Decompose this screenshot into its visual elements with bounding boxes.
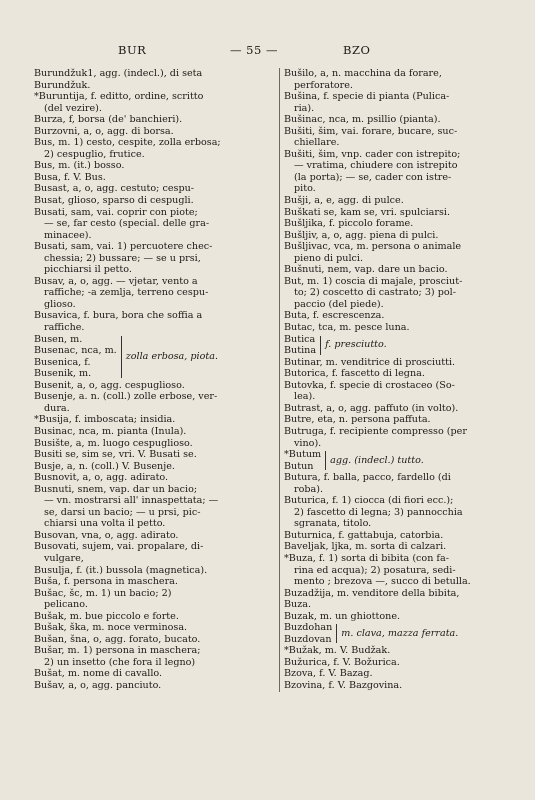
entry-line: Bušinac, nca, m. psillio (pianta).: [284, 114, 441, 126]
entry-line: 2) un insetto (che fora il legno): [44, 656, 196, 668]
entry-line: Buzdohan: [284, 622, 333, 634]
entry-line: to; 2) coscetto di castrato; 3) pol-: [294, 287, 456, 299]
brace-definition: agg. (indecl.) tutto.: [330, 454, 424, 466]
entry-line: Bušan, šna, o, agg. forato, bucato.: [34, 633, 201, 645]
entry-line: Bušiti, šim, vai. forare, bucare, suc-: [284, 125, 458, 137]
entry-line: Buta, f. escrescenza.: [284, 310, 385, 322]
page-number: — 55 —: [230, 43, 278, 57]
brace-group: [34, 334, 266, 380]
entry-line: Bušina, f. specie di pianta (Pulica-: [284, 91, 450, 103]
brace-definition: zolla erbosa, piota.: [125, 350, 218, 362]
entry-line: raffiche; -a zemlja, terreno cespu-: [44, 287, 209, 299]
entry-line: Busast, a, o, agg. cestuto; cespu-: [34, 183, 195, 195]
entry-line: pieno di pulci.: [294, 252, 364, 264]
entry-line: perforatore.: [294, 79, 353, 91]
entry-line: — vn. mostrarsi all' innaspettata; —: [44, 495, 219, 507]
entry-line: Bušilo, a, n. macchina da forare,: [284, 68, 442, 79]
entry-line: *Butum: [284, 449, 322, 461]
entry-line: (la porta); — se, cader con istre-: [294, 171, 452, 183]
entry-line: Buzdovan: [284, 633, 332, 645]
entry-line: Butinar, m. venditrice di prosciutti.: [284, 356, 456, 368]
entry-line: Busulja, f. (it.) bussola (magnetica).: [34, 564, 208, 576]
brace-mark: [121, 336, 122, 378]
entry-line: Bušnuti, nem, vap. dare un bacio.: [284, 264, 448, 276]
entry-line: Busenje, a. n. (coll.) zolle erbose, ver-: [34, 391, 218, 403]
entry-line: — vratima, chiudere con istrepito: [294, 160, 458, 172]
left-column: [34, 68, 266, 692]
entry-line: 2) fascetto di legna; 3) pannocchia: [294, 506, 463, 518]
entry-line: Buturica, f. 1) ciocca (di fiori ecc.);: [284, 495, 454, 507]
entry-line: Buša, f. persona in maschera.: [34, 576, 178, 588]
entry-line: — se, far cesto (special. delle gra-: [44, 218, 210, 230]
entry-line: Busnovit, a, o, agg. adirato.: [34, 472, 169, 484]
entry-line: Butun: [284, 460, 314, 472]
entry-line: Bužurica, f. V. Božurica.: [284, 656, 400, 668]
entry-line: Butina: [284, 345, 317, 357]
entry-line: Bzovina, f. V. Bazgovina.: [284, 679, 403, 691]
entry-line: Busovati, sujem, vai. propalare, di-: [34, 541, 204, 553]
entry-line: Buza.: [284, 599, 312, 611]
entry-line: Bušljiv, a, o, agg. piena di pulci.: [284, 229, 439, 241]
entry-line: Bzova, f. V. Bazag.: [284, 668, 373, 680]
entry-line: minacee).: [44, 229, 92, 241]
entry-line: 2) cespuglio, frutice.: [44, 148, 145, 160]
entry-line: *Buruntija, f. editto, ordine, scritto: [34, 91, 204, 103]
entry-line: Bušar, m. 1) persona in maschera;: [34, 645, 201, 657]
brace-mark: [320, 336, 321, 355]
entry-line: Busati, sam, vai. coprir con piote;: [34, 206, 198, 218]
brace-mark: [336, 624, 337, 643]
entry-line: Busište, a, m. luogo cespuglioso.: [34, 437, 193, 449]
entry-line: Buturnica, f. gattabuja, catorbia.: [284, 529, 444, 541]
entry-line: *Buza, f. 1) sorta di bibita (con fa-: [284, 552, 449, 564]
entry-line: Bušak, m. bue piccolo e forte.: [34, 610, 179, 622]
entry-line: Butovka, f. specie di crostaceo (So-: [284, 379, 455, 391]
brace-definition: m. clava, mazza ferrata.: [341, 628, 459, 640]
right-column: [279, 68, 516, 692]
entry-line: Busnuti, snem, vap. dar un bacio;: [34, 483, 198, 495]
entry-line: rina ed acqua); 2) posatura, sedi-: [294, 564, 456, 576]
entry-line: Bušak, ška, m. noce verminosa.: [34, 622, 188, 634]
entry-line: chiellare.: [294, 137, 340, 149]
entry-line: Busat, glioso, sparso di cespugli.: [34, 195, 194, 207]
entry-line: Buškati se, kam se, vri. spulciarsi.: [284, 206, 451, 218]
entry-line: Busen, m.: [34, 333, 83, 345]
entry-line: Burza, f, borsa (de' banchieri).: [34, 114, 183, 126]
brace-group: [284, 449, 516, 472]
entry-line: glioso.: [44, 298, 76, 310]
entry-line: Busav, a, o, agg. — vjetar, vento a: [34, 275, 198, 287]
running-head-right: BZO: [343, 43, 371, 57]
entry-line: Burzovni, a, o, agg. di borsa.: [34, 125, 174, 137]
entry-line: roba).: [294, 483, 324, 495]
brace-mark: [325, 451, 326, 470]
entry-line: raffiche.: [44, 322, 85, 334]
entry-line: Butica: [284, 333, 316, 345]
entry-line: Busati, sam, vai. 1) percuotere chec-: [34, 241, 213, 253]
running-head-left: BUR: [118, 43, 147, 57]
entry-line: Butac, tca, m. pesce luna.: [284, 322, 410, 334]
entry-line: *Busija, f. imboscata; insidia.: [34, 414, 176, 426]
entry-line: ria).: [294, 102, 315, 114]
entry-line: Bušljika, f. piccolo forame.: [284, 218, 414, 230]
entry-line: Bušji, a, e, agg. di pulce.: [284, 195, 404, 207]
entry-line: Bušat, m. nome di cavallo.: [34, 668, 163, 680]
entry-line: Busenit, a, o, agg. cespuglioso.: [34, 379, 185, 391]
entry-line: mento ; brezova —, succo di betulla.: [294, 576, 471, 588]
entry-line: picchiarsi il petto.: [44, 264, 132, 276]
entry-line: Busje, a, n. (coll.) V. Busenje.: [34, 460, 175, 472]
entry-line: Bušav, a, o, agg. panciuto.: [34, 679, 162, 691]
entry-line: chiarsi una volta il petto.: [44, 518, 166, 530]
entry-line: Businac, nca, m. pianta (Inula).: [34, 425, 187, 437]
entry-line: dura.: [44, 402, 70, 414]
entry-line: Bušac, šc, m. 1) un bacio; 2): [34, 587, 172, 599]
entry-line: Busenica, f.: [34, 356, 91, 368]
entry-line: pelicano.: [44, 599, 88, 611]
entry-line: *Bužak, m. V. Budžak.: [284, 645, 391, 657]
entry-line: Butura, f. balla, pacco, fardello (di: [284, 472, 451, 484]
entry-line: Busenik, m.: [34, 368, 92, 380]
entry-line: Bušljivac, vca, m. persona o animale: [284, 241, 462, 253]
entry-line: pito.: [294, 183, 316, 195]
entry-line: (del vezire).: [44, 102, 102, 114]
entry-line: Busavica, f. bura, bora che soffia a: [34, 310, 203, 322]
entry-line: Bušiti, šim, vnp. cader con istrepito;: [284, 148, 461, 160]
entry-line: Busiti se, sim se, vri. V. Busati se.: [34, 449, 197, 461]
entry-line: Butre, eta, n. persona paffuta.: [284, 414, 431, 426]
entry-line: Bus, m. 1) cesto, cespite, zolla erbosa;: [34, 137, 221, 149]
entry-line: Burundžuk.: [34, 79, 91, 91]
entry-line: se, darsi un bacio; — u prsi, pic-: [44, 506, 201, 518]
entry-line: Butruga, f. recipiente compresso (per: [284, 425, 467, 437]
entry-line: chessia; 2) bussare; — se u prsi,: [44, 252, 201, 264]
brace-group: [284, 334, 516, 357]
entry-line: Busenac, nca, m.: [34, 345, 117, 357]
entry-line: But, m. 1) coscia di majale, prosciut-: [284, 275, 463, 287]
entry-line: Busa, f. V. Bus.: [34, 171, 106, 183]
entry-line: sgranata, titolo.: [294, 518, 372, 530]
entry-line: Burundžuk1, agg. (indecl.), di seta: [34, 68, 203, 79]
entry-line: Buzak, m. un ghiottone.: [284, 610, 401, 622]
brace-group: [284, 622, 516, 645]
entry-line: Baveljak, ljka, m. sorta di calzari.: [284, 541, 447, 553]
entry-line: Busovan, vna, o, agg. adirato.: [34, 529, 179, 541]
entry-line: Butrast, a, o, agg. paffuto (in volto).: [284, 402, 459, 414]
entry-line: vino).: [294, 437, 322, 449]
entry-line: Bus, m. (it.) bosso.: [34, 160, 125, 172]
entry-line: paccio (del piede).: [294, 298, 384, 310]
entry-line: Butorica, f. fascetto di legna.: [284, 368, 425, 380]
entry-line: lea).: [294, 391, 316, 403]
entry-line: vulgare,: [44, 552, 84, 564]
brace-definition: f. presciutto.: [325, 339, 387, 351]
entry-line: Buzadžija, m. venditore della bibita,: [284, 587, 460, 599]
